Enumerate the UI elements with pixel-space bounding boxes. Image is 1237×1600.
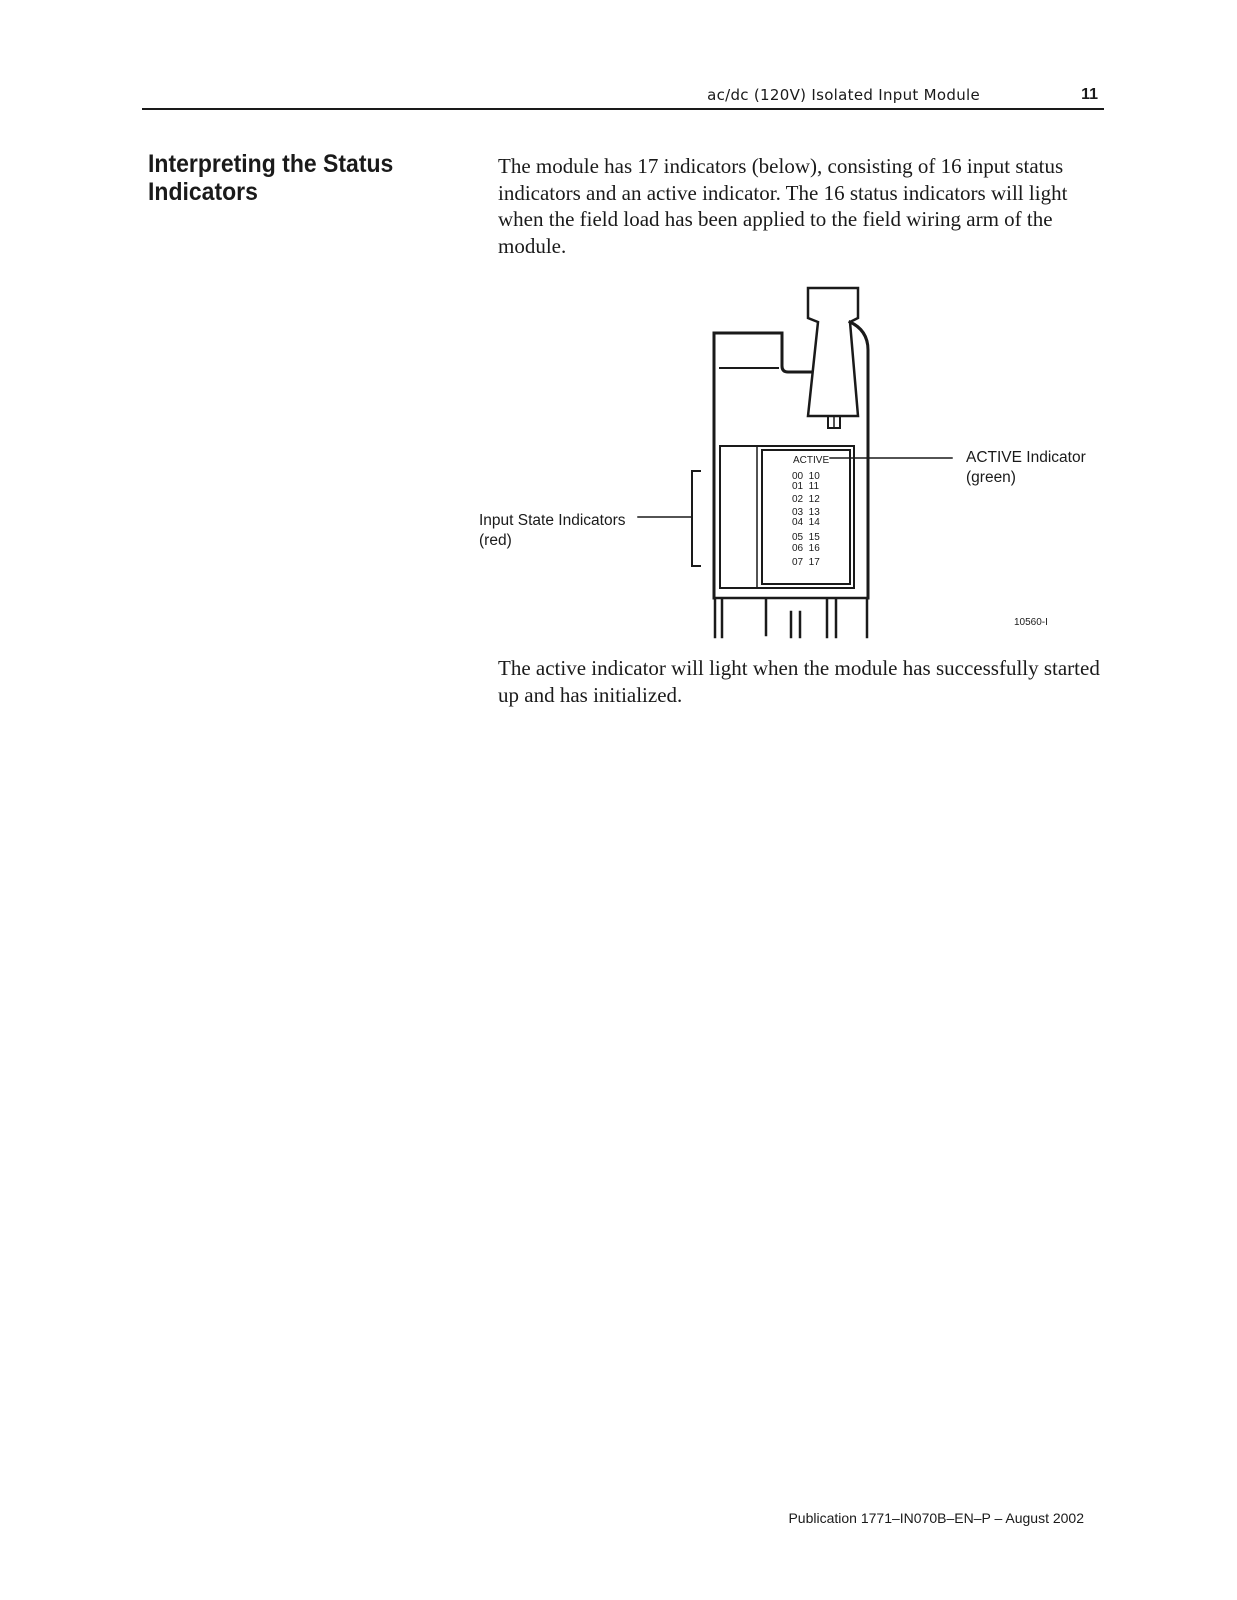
section-heading-line-2: Indicators — [148, 178, 258, 206]
led-active-label: ACTIVE — [793, 455, 830, 466]
led-pair-label: 01 11 — [792, 481, 820, 492]
module-housing-outline — [714, 333, 812, 372]
input-state-callout-line-2: (red) — [479, 532, 512, 549]
page-number: 11 — [1081, 86, 1098, 103]
led-pair-label: 02 12 — [792, 494, 820, 505]
input-state-bracket — [692, 471, 700, 566]
running-head-title: ac/dc (120V) Isolated Input Module — [707, 86, 980, 104]
wiring-arm-handle — [808, 288, 858, 416]
publication-footer: Publication 1771–IN070B–EN–P – August 2002 — [788, 1510, 1084, 1526]
section-heading-line-1: Interpreting the Status — [148, 150, 394, 178]
active-indicator-callout-line-1: ACTIVE Indicator — [966, 449, 1086, 466]
led-pair-label: 06 16 — [792, 543, 820, 554]
figure-code: 10560-I — [1014, 617, 1048, 628]
led-pair-label: 03 13 — [792, 507, 820, 518]
indicator-window-outer — [720, 446, 854, 588]
module-indicator-figure — [0, 0, 1237, 660]
led-pair-label: 07 17 — [792, 557, 820, 568]
led-pair-label: 05 15 — [792, 532, 820, 543]
body-paragraph-2: The active indicator will light when the module has successfully started up and has initialized. — [498, 656, 1100, 707]
input-state-callout-line-1: Input State Indicators — [479, 512, 626, 529]
body-paragraph-1: The module has 17 indicators (below), consisting of 16 input status indicators and an active indicator. The 16 status indicators will light when the field load has been applied to the field wiring arm of the module. — [498, 154, 1068, 258]
led-pair-label: 04 14 — [792, 517, 820, 528]
led-pair-label: 00 10 — [792, 471, 820, 482]
active-indicator-callout-line-2: (green) — [966, 469, 1016, 486]
